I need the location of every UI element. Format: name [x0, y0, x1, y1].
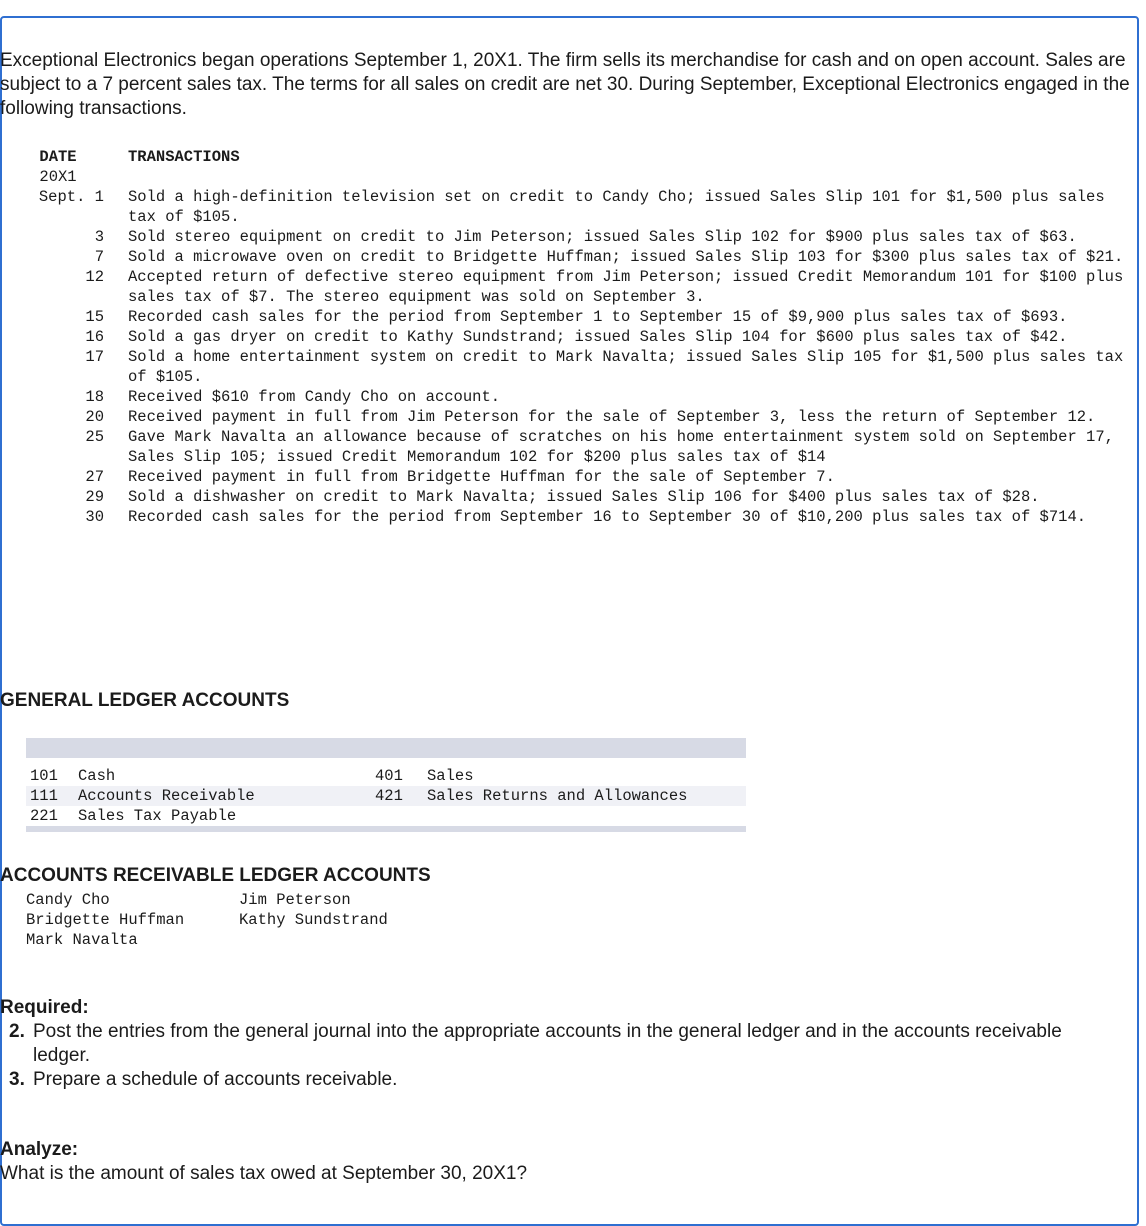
account-number: 421 [375, 787, 403, 805]
account-number: 221 [30, 807, 58, 825]
transaction-date: 15 [85, 308, 104, 326]
customer-name: Jim Peterson [239, 891, 351, 909]
analyze-question: What is the amount of sales tax owed at September 30, 20X1? [0, 1163, 528, 1184]
transaction-row [0, 267, 1140, 307]
ledger-row [26, 786, 746, 806]
required-heading: Required: [0, 997, 89, 1018]
date-header: DATE [39, 148, 77, 166]
transaction-date: 16 [85, 328, 104, 346]
analyze-heading: Analyze: [0, 1139, 79, 1160]
account-name: Sales Returns and Allowances [427, 787, 688, 805]
transaction-date: 17 [85, 348, 104, 366]
required-item [0, 1068, 1120, 1092]
general-ledger-table [26, 738, 746, 833]
transaction-row [0, 187, 1140, 227]
transaction-text: Gave Mark Navalta an allowance because of scratches on his home entertainment system sold on September 17, Sales Slip 105; issued Credit Memorandum 102 for $200 plus sales tax of $14 [128, 428, 1114, 466]
account-number: 101 [30, 767, 58, 785]
year-label: 20X1 [39, 168, 77, 186]
transaction-row [0, 387, 1140, 407]
transaction-row [0, 307, 1140, 327]
customer-name: Candy Cho [26, 891, 110, 909]
customer-name: Mark Navalta [26, 931, 138, 949]
transaction-row [0, 227, 1140, 247]
ar-ledger-heading: ACCOUNTS RECEIVABLE LEDGER ACCOUNTS [0, 865, 431, 886]
transaction-date: 3 [94, 228, 104, 246]
transaction-row [0, 487, 1140, 507]
transaction-date: 7 [94, 248, 104, 266]
account-number: 111 [30, 787, 58, 805]
transaction-date: 12 [85, 268, 104, 286]
transaction-text: Accepted return of defective stereo equipment from Jim Peterson; issued Credit Memorandum 101 for $100 plus sales tax of $7. The stereo equipment was sold on September 3. [128, 268, 1124, 306]
transaction-row [0, 247, 1140, 267]
table-header-band [26, 738, 746, 758]
transaction-date: 20 [85, 408, 104, 426]
ledger-row [26, 806, 746, 826]
account-name: Accounts Receivable [78, 787, 255, 805]
ledger-row [26, 766, 746, 786]
transaction-text: Sold a dishwasher on credit to Mark Navalta; issued Sales Slip 106 for $400 plus sales tax of $28. [128, 488, 1040, 506]
transaction-text: Sold a high-definition television set on credit to Candy Cho; issued Sales Slip 101 for $1,500 plus sales tax of $105. [128, 188, 1105, 226]
transaction-text: Sold a home entertainment system on credit to Mark Navalta; issued Sales Slip 105 for $1,500 plus sales tax of $105. [128, 348, 1124, 386]
transaction-text: Recorded cash sales for the period from September 16 to September 30 of $10,200 plus sales tax of $714. [128, 508, 1087, 526]
item-text: Post the entries from the general journal into the appropriate accounts in the general ledger and in the accounts receivable ledger. [33, 1021, 1062, 1066]
transaction-date: 29 [85, 488, 104, 506]
transactions-table [0, 147, 1140, 527]
transaction-text: Sold stereo equipment on credit to Jim Peterson; issued Sales Slip 102 for $900 plus sales tax of $63. [128, 228, 1077, 246]
transactions-header-row [0, 147, 1140, 167]
account-name: Cash [78, 767, 116, 785]
problem-intro: Exceptional Electronics began operations September 1, 20X1. The firm sells its merchandise for cash and on open account. Sales are subject to a 7 percent sales tax. The terms for all sales on credit are net 30. During September, Exceptional Electronics engaged in the following transactions. [0, 50, 1130, 119]
year-row [0, 167, 1140, 187]
required-item [0, 1020, 1120, 1068]
transaction-row [0, 467, 1140, 487]
transaction-text: Received $610 from Candy Cho on account. [128, 388, 501, 406]
customer-name: Bridgette Huffman [26, 911, 185, 929]
transaction-date: 25 [85, 428, 104, 446]
table-footer-band [26, 826, 746, 832]
item-number: 2. [9, 1021, 25, 1042]
transaction-text: Received payment in full from Jim Peterson for the sale of September 3, less the return of September 12. [128, 408, 1096, 426]
general-ledger-heading: GENERAL LEDGER ACCOUNTS [0, 690, 290, 711]
transaction-row [0, 427, 1140, 467]
transaction-row [0, 407, 1140, 427]
transaction-row [0, 507, 1140, 527]
account-name: Sales Tax Payable [78, 807, 237, 825]
transaction-text: Sold a microwave oven on credit to Bridgette Huffman; issued Sales Slip 103 for $300 plus sales tax of $21. [128, 248, 1124, 266]
customer-name: Kathy Sundstrand [239, 911, 388, 929]
transaction-date: 27 [85, 468, 104, 486]
item-text: Prepare a schedule of accounts receivable. [33, 1069, 398, 1090]
transaction-date: Sept. 1 [38, 188, 104, 206]
transaction-text: Sold a gas dryer on credit to Kathy Sundstrand; issued Sales Slip 104 for $600 plus sales tax of $42. [128, 328, 1068, 346]
transaction-date: 30 [85, 508, 104, 526]
transaction-date: 18 [85, 388, 104, 406]
account-name: Sales [427, 767, 474, 785]
transactions-header: TRANSACTIONS [128, 148, 240, 166]
transaction-row [0, 347, 1140, 387]
transaction-row [0, 327, 1140, 347]
item-number: 3. [9, 1069, 25, 1090]
transaction-text: Received payment in full from Bridgette Huffman for the sale of September 7. [128, 468, 835, 486]
transaction-text: Recorded cash sales for the period from September 1 to September 15 of $9,900 plus sales tax of $693. [128, 308, 1068, 326]
required-list [0, 1020, 1120, 1092]
account-number: 401 [375, 767, 403, 785]
